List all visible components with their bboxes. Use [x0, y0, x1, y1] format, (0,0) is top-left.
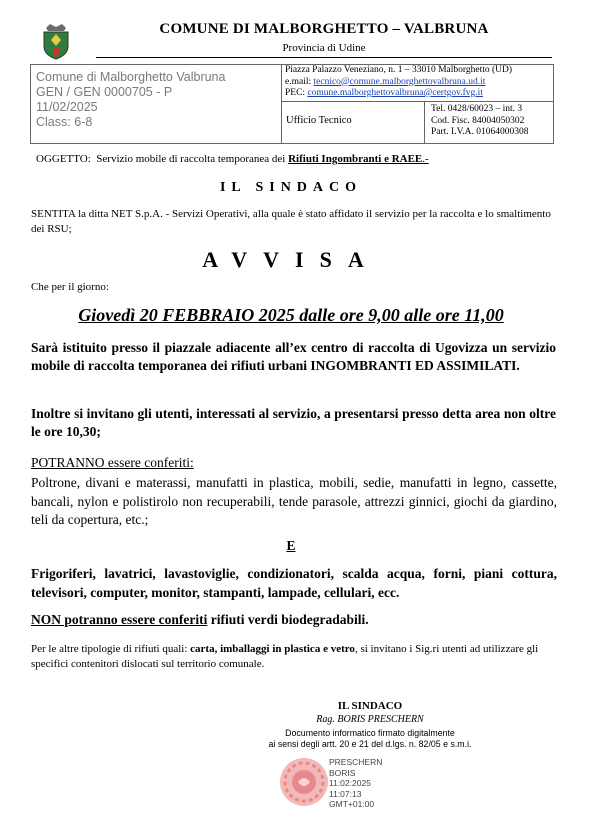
not-accepted-rest: rifiuti verdi biodegradabili.	[207, 612, 369, 627]
other-waste-bold: carta, imballaggi in plastica e vetro	[190, 643, 355, 655]
vat-number: Part. I.V.A. 01064000308	[431, 127, 529, 137]
telephone: Tel. 0428/60023 – int. 3	[431, 104, 523, 114]
per-il-giorno: Che per il giorno:	[31, 281, 109, 293]
protocol-line: Comune di Malborghetto Valbruna	[36, 70, 226, 84]
signature-meta-line: 11:02:2025	[329, 778, 371, 788]
address-divider-vertical	[424, 101, 425, 143]
not-accepted-underlined: NON potranno essere conferiti	[31, 612, 208, 627]
other-waste-text-end: , si invitano i Sig.ri utenti ad utilizzare gli specifici contenitori dislocati sul territorio comunale.	[31, 643, 539, 670]
signature-meta-line: GMT+01:00	[329, 799, 375, 809]
subject-end: .-	[422, 153, 429, 165]
subject-bold: Rifiuti Ingombranti e RAEE	[288, 153, 423, 165]
province-subtitle: Provincia di Udine	[282, 42, 366, 54]
sindaco-heading: IL SINDACO	[219, 180, 363, 195]
digital-seal-icon	[279, 757, 329, 807]
digital-signature-line: ai sensi degli artt. 20 e 21 del d.lgs. n. 82/05 e s.m.i.	[268, 739, 472, 749]
signature-name: Rag. BORIS PRESCHERN	[316, 714, 424, 725]
pec-label: PEC:	[285, 88, 308, 98]
signature-meta-line: 11:07:13	[329, 788, 362, 799]
municipality-title: COMUNE DI MALBORGHETTO – VALBRUNA	[159, 21, 489, 37]
protocol-line: 11/02/2025	[36, 100, 98, 114]
digital-signature-line: Documento informatico firmato digitalmente	[285, 728, 455, 738]
address-block	[285, 65, 512, 100]
other-waste-paragraph	[31, 642, 557, 672]
avvisa-heading: AVVISA	[202, 247, 380, 272]
invitation-paragraph: Inoltre si invitano gli utenti, interessati al servizio, a presentarsi presso detta area non oltre le ore 10,30;	[31, 406, 556, 439]
protocol-stamp	[36, 70, 225, 130]
event-date: Giovedì 20 FEBBRAIO 2025 dalle ore 9,00 alle ore 11,00	[78, 305, 504, 325]
signature-meta-line: BORIS	[329, 767, 356, 778]
email-label: e.mail:	[285, 76, 314, 87]
street-address: Piazza Palazzo Veneziano, n. 1 – 33010 Malborghetto (UD)	[285, 65, 513, 75]
conjunction-e: E	[286, 538, 296, 553]
subject-line	[36, 153, 429, 165]
signature-title: IL SINDACO	[337, 700, 403, 712]
other-waste-text: Per le altre tipologie di rifiuti quali:	[31, 643, 191, 655]
digital-signature-note	[190, 728, 550, 750]
accepted-items-list: Poltrone, divani e materassi, manufatti in plastica, mobili, sedie, manufatti in legno, cassette, bancali, nylon e polistirolo non recuperabili, tende parasole, attrezzi ginnici, giochi da giardino, teli da copertura, etc.;	[31, 475, 557, 527]
subject-text: Servizio mobile di raccolta temporanea dei	[96, 153, 289, 165]
protocol-line: Class: 6-8	[36, 115, 93, 129]
municipal-crest-icon	[38, 22, 74, 60]
email-link[interactable]: tecnico@comune.malborghettovalbruna.ud.it	[313, 76, 486, 87]
not-accepted-line	[31, 612, 369, 628]
office-name: Ufficio Tecnico	[286, 115, 352, 126]
pec-link[interactable]: comune.malborghettovalbruna@certgov.fvg.it	[307, 88, 483, 98]
contact-codes	[431, 104, 528, 139]
accepted-heading-colon: :	[189, 455, 194, 470]
accepted-heading-text: POTRANNO essere conferiti	[31, 455, 190, 470]
accepted-heading	[31, 455, 194, 471]
subject-label: OGGETTO:	[36, 153, 91, 165]
protocol-line: GEN / GEN 0000705 - P	[36, 85, 173, 99]
signature-meta-line: PRESCHERN	[329, 757, 383, 767]
service-paragraph: Sarà istituito presso il piazzale adiacente all’ex centro di raccolta di Ugovizza un servizio mobile di raccolta temporanea dei rifiuti urbani INGOMBRANTI ED ASSIMILATI.	[31, 340, 556, 373]
fiscal-code: Cod. Fisc. 84004050302	[431, 115, 525, 126]
address-divider	[281, 101, 553, 102]
signature-metadata	[329, 757, 382, 810]
header-divider	[96, 57, 552, 58]
sentita-paragraph: SENTITA la ditta NET S.p.A. - Servizi Operativi, alla quale è stato affidato il servizio per la raccolta e lo smaltimento dei RSU;	[31, 208, 551, 235]
appliances-list: Frigoriferi, lavatrici, lavastoviglie, condizionatori, scalda acqua, forni, piani cottura, televisori, computer, monitor, stampanti, lampade, cellulari, ecc.	[31, 566, 557, 600]
